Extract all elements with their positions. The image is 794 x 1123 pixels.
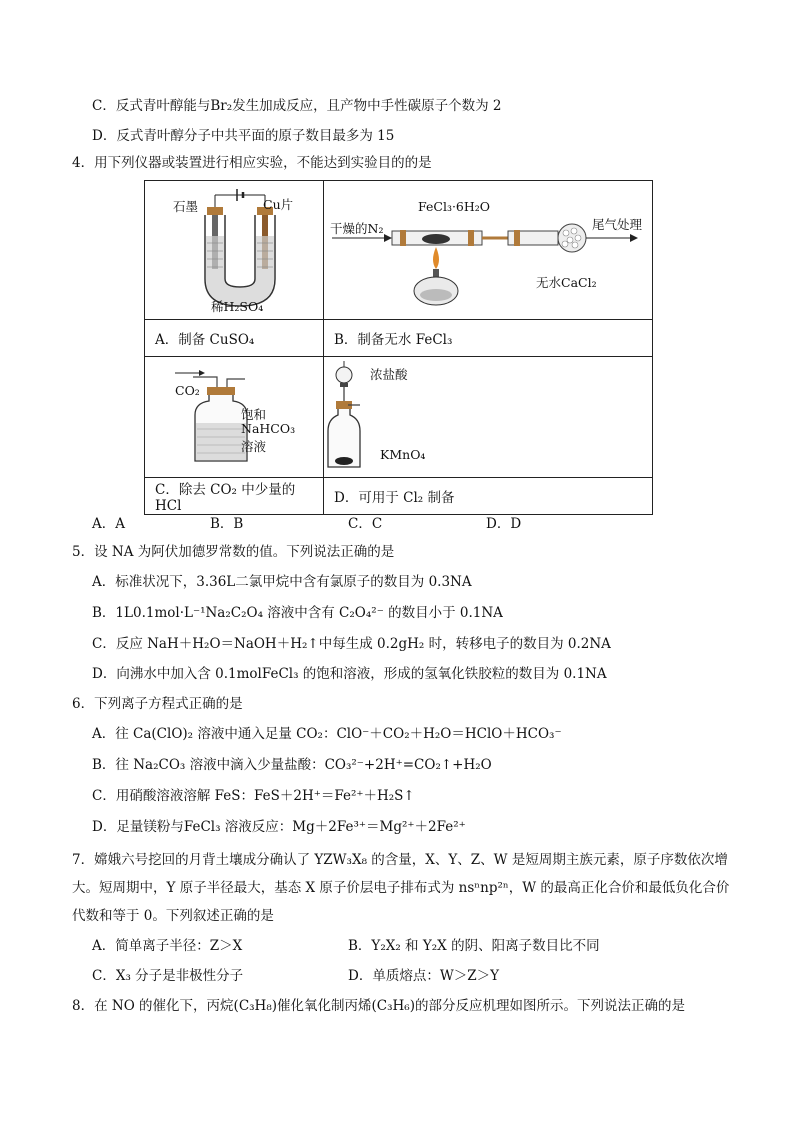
cu-label: Cu片: [263, 197, 294, 212]
q5-option-d: D．向沸水中加入含 0.1molFeCl₃ 的饱和溶液，形成的氢氧化铁胶粒的数目为 0.1NA: [92, 666, 607, 682]
caption-c: C．除去 CO₂ 中少量的 HCl: [145, 478, 324, 515]
q4-stem: 4．用下列仪器或装置进行相应实验，不能达到实验目的的是: [72, 155, 432, 171]
figure-b: [324, 181, 652, 319]
dilute-acid-label: 稀H₂SO₄: [211, 299, 264, 314]
q6-option-c: C．用硝酸溶液溶解 FeS：FeS＋2H⁺＝Fe²⁺＋H₂S↑: [92, 788, 415, 804]
kmno4-label: KMnO₄: [380, 447, 426, 462]
q3-option-c: C．反式青叶醇能与Br₂发生加成反应，且产物中手性碳原子个数为 2: [92, 98, 502, 114]
figure-d-cell: [324, 357, 653, 478]
q8-stem: 8．在 NO 的催化下，丙烷(C₃H₈)催化氧化制丙烯(C₃H₆)的部分反应机理如图所示。下列说法正确的是: [72, 998, 685, 1014]
q4-choice-a: A．A: [92, 516, 125, 532]
q6-stem: 6．下列离子方程式正确的是: [72, 696, 243, 712]
q7-option-c: C．X₃ 分子是非极性分子: [92, 968, 244, 984]
fecl3-hydrate-label: FeCl₃·6H₂O: [418, 199, 491, 214]
q7-option-b: B．Y₂X₂ 和 Y₂X 的阴、阳离子数目比不同: [348, 938, 600, 954]
q5-stem: 5．设 NA 为阿伏加德罗常数的值。下列说法正确的是: [72, 544, 395, 560]
tail-gas-label: 尾气处理: [592, 217, 643, 232]
co2-label: CO₂: [175, 383, 200, 398]
figure-b-cell: [324, 181, 653, 320]
q4-choice-d: D．D: [486, 516, 522, 532]
caption-b: B．制备无水 FeCl₃: [324, 320, 653, 357]
nahco3-label: NaHCO₃: [241, 421, 296, 436]
q7-option-d: D．单质熔点：W＞Z＞Y: [348, 968, 499, 984]
q5-option-b: B．1L0.1mol·L⁻¹Na₂C₂O₄ 溶液中含有 C₂O₄²⁻ 的数目小于 0.1NA: [92, 605, 503, 621]
cacl2-label: 无水CaCl₂: [536, 275, 597, 290]
q4-choice-b: B．B: [210, 516, 244, 532]
q7-stem: 7．嫦娥六号挖回的月背土壤成分确认了 YZW₃X₈ 的含量，X、Y、Z、W 是短周期主族元素，原子序数依次增大。短周期中，Y 原子半径最大，基态 X 原子价层电子排布式为 nsⁿnp²ⁿ，W 的最高正化合价和最低负化合价代数和等于 0。下列叙述正确的是: [72, 852, 730, 924]
q5-option-a: A．标准状况下，3.36L二氯甲烷中含有氯原子的数目为 0.3NA: [92, 574, 472, 590]
graphite-label: 石墨: [173, 199, 199, 214]
q6-option-b: B．往 Na₂CO₃ 溶液中滴入少量盐酸：CO₃²⁻+2H⁺=CO₂↑+H₂O: [92, 757, 492, 773]
apparatus-table: [144, 180, 653, 515]
q6-option-d: D．足量镁粉与FeCl₃ 溶液反应：Mg＋2Fe³⁺＝Mg²⁺＋2Fe²⁺: [92, 819, 466, 835]
caption-a: A．制备 CuSO₄: [145, 320, 324, 357]
conc-hcl-label: 浓盐酸: [370, 367, 408, 382]
saturated-label: 饱和: [241, 407, 267, 422]
figure-a: [145, 181, 323, 319]
figure-a-cell: [145, 181, 324, 320]
solution-label: 溶液: [241, 439, 267, 454]
figure-d: [324, 357, 652, 477]
q3-option-d: D．反式青叶醇分子中共平面的原子数目最多为 15: [92, 128, 395, 144]
q7-option-a: A．简单离子半径：Z＞X: [92, 938, 243, 954]
q6-option-a: A．往 Ca(ClO)₂ 溶液中通入足量 CO₂：ClO⁻＋CO₂＋H₂O＝HClO＋HCO₃⁻: [92, 726, 562, 742]
figure-c: [145, 357, 323, 477]
washing-bottle-diagram: [145, 357, 323, 477]
caption-d: D．可用于 Cl₂ 制备: [324, 478, 653, 515]
figure-c-cell: [145, 357, 324, 478]
q4-choice-c: C．C: [348, 516, 383, 532]
dry-n2-label: 干燥的N₂: [330, 221, 384, 236]
q5-option-c: C．反应 NaH＋H₂O＝NaOH＋H₂↑中每生成 0.2gH₂ 时，转移电子的数目为 0.2NA: [92, 636, 611, 652]
